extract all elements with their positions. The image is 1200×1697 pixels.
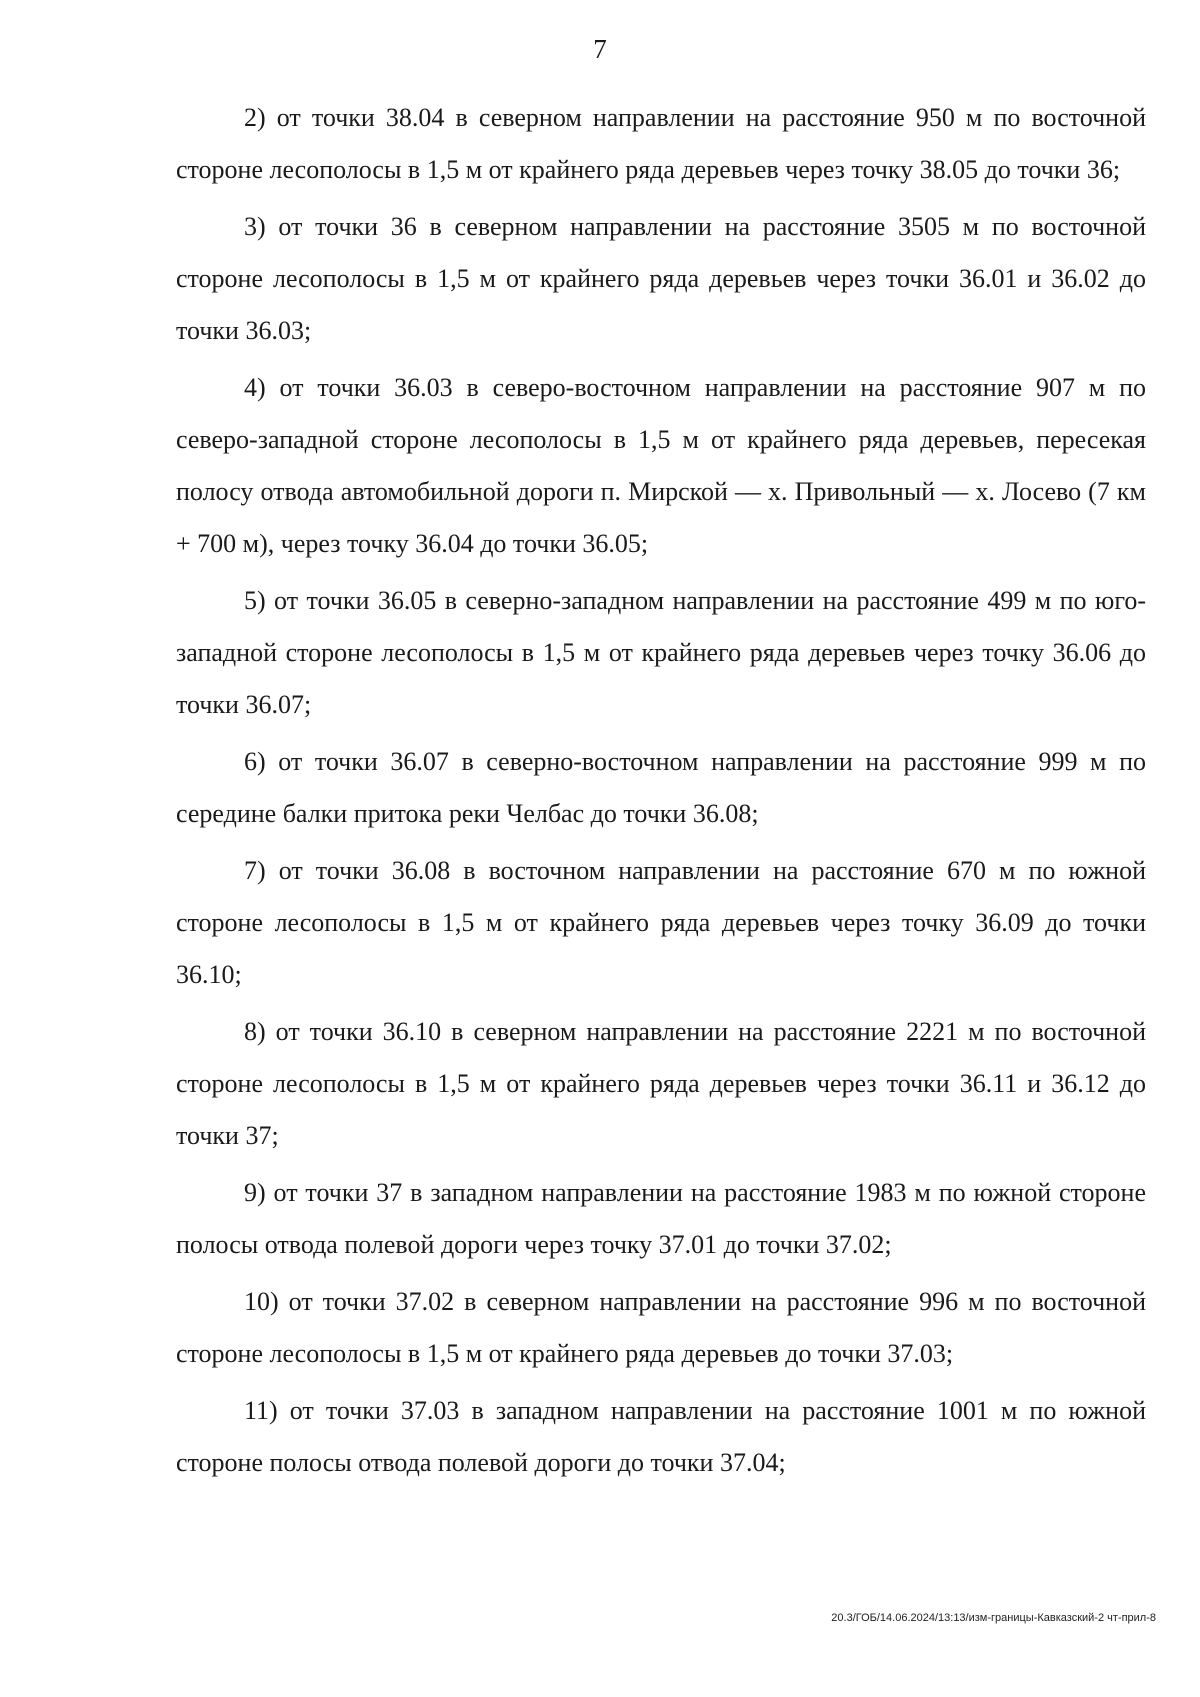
boundary-item-6: 6) от точки 36.07 в северно-восточном направлении на расстояние 999 м по середине балки притока реки Челбас до точки 36.08;	[176, 747, 1146, 828]
document-body	[176, 92, 1146, 1494]
boundary-item-9: 9) от точки 37 в западном направлении на расстояние 1983 м по южной стороне полосы отвода полевой дороги через точку 37.01 до точки 37.02;	[176, 1178, 1146, 1259]
boundary-item-10: 10) от точки 37.02 в северном направлении на расстояние 996 м по восточной стороне лесополосы в 1,5 м от крайнего ряда деревьев до точки 37.03;	[176, 1287, 1146, 1368]
page-number: 7	[593, 34, 607, 64]
boundary-item-3: 3) от точки 36 в северном направлении на расстояние 3505 м по восточной стороне лесополосы в 1,5 м от крайнего ряда деревьев через точки 36.01 и 36.02 до точки 36.03;	[176, 212, 1146, 345]
boundary-item-2: 2) от точки 38.04 в северном направлении на расстояние 950 м по восточной стороне лесополосы в 1,5 м от крайнего ряда деревьев через точку 38.05 до точки 36;	[176, 103, 1146, 184]
boundary-item-4: 4) от точки 36.03 в северо-восточном направлении на расстояние 907 м по северо-западной стороне лесополосы в 1,5 м от крайнего ряда деревьев, пересекая полосу отвода автомобильной дороги п. Мирской — х. Привольный — х. Лосево (7 км + 700 м), через точку 36.04 до точки 36.05;	[176, 373, 1146, 558]
boundary-item-5: 5) от точки 36.05 в северно-западном направлении на расстояние 499 м по юго-западной стороне лесополосы в 1,5 м от крайнего ряда деревьев через точку 36.06 до точки 36.07;	[176, 586, 1146, 719]
boundary-item-11: 11) от точки 37.03 в западном направлении на расстояние 1001 м по южной стороне полосы отвода полевой дороги до точки 37.04;	[176, 1396, 1146, 1477]
document-footer-code: 20.3/ГОБ/14.06.2024/13:13/изм-границы-Кавказский-2 чт-прил-8	[831, 1612, 1156, 1624]
boundary-item-7: 7) от точки 36.08 в восточном направлении на расстояние 670 м по южной стороне лесополосы в 1,5 м от крайнего ряда деревьев через точку 36.09 до точки 36.10;	[176, 856, 1146, 989]
boundary-item-8: 8) от точки 36.10 в северном направлении на расстояние 2221 м по восточной стороне лесополосы в 1,5 м от крайнего ряда деревьев через точки 36.11 и 36.12 до точки 37;	[176, 1017, 1146, 1150]
